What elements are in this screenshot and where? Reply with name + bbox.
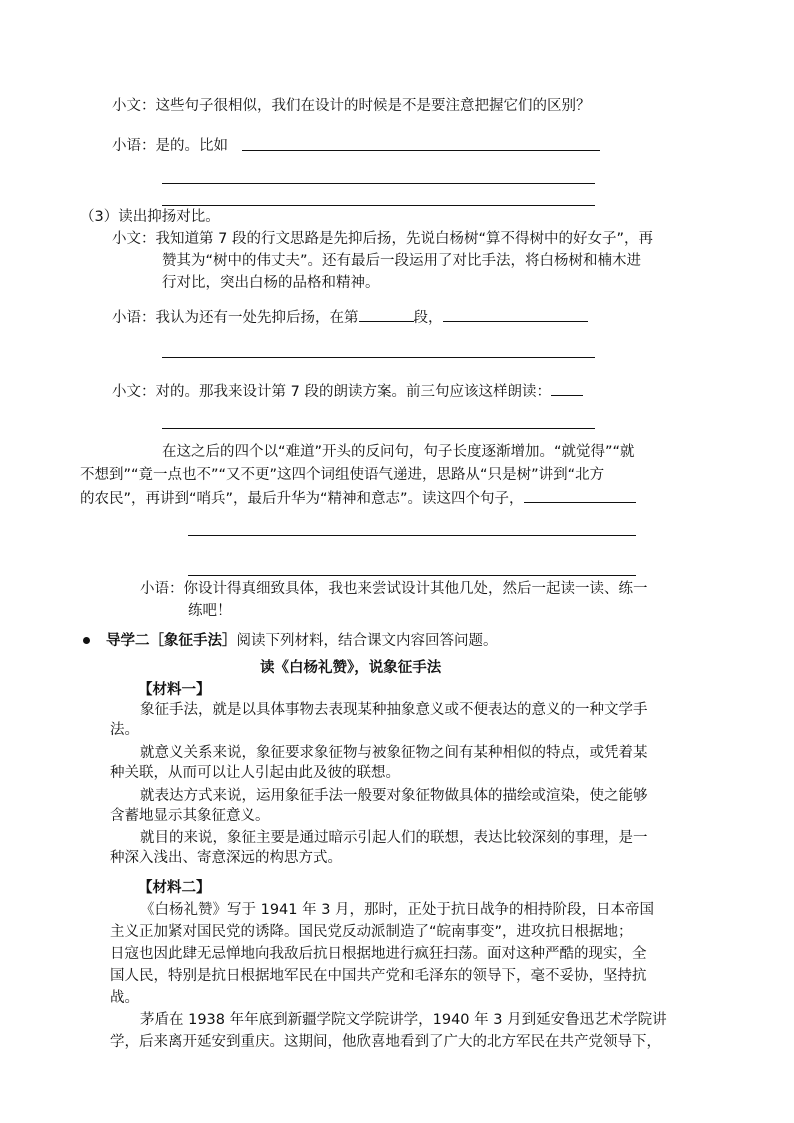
dialogue-wen-paragraph: 小文：我知道第 7 段的行文思路是先抑后扬，先说白杨树“算不得树中的好女子”，再 [112, 231, 653, 247]
dialogue-yu-closing: 练吧！ [188, 603, 232, 619]
material-1-text: 就表达方式来说，运用象征手法一般要对象征物做具体的描绘或渲染，使之能够 [140, 788, 648, 804]
material-1-text: 法。 [110, 722, 139, 738]
material-1-text: 象征手法，就是以具体事物去表现某种抽象意义或不便表达的意义的一种文学手 [140, 702, 648, 718]
answer-blank[interactable] [443, 307, 588, 322]
answer-blank-line[interactable] [188, 535, 636, 536]
wen-reading-text: 小文：对的。那我来设计第 7 段的朗读方案。前三句应该这样朗读： [112, 384, 551, 400]
material-1-text: 就意义关系来说，象征要求象征物与被象征物之间有某种相似的特点，或凭着某 [140, 745, 648, 761]
material-1-text: 种深入浅出、寄意深远的构思方式。 [110, 850, 342, 866]
answer-blank-line[interactable] [162, 205, 595, 206]
dialogue-yu-closing: 小语：你设计得真细致具体，我也来尝试设计其他几处，然后一起读一读、练一 [140, 581, 648, 597]
yu-paragraph-mid: 段， [413, 310, 443, 326]
material-1-text: 种关联，从而可以让人引起由此及彼的联想。 [110, 765, 400, 781]
answer-blank-line[interactable] [162, 357, 595, 358]
material-2-text: 学，后来离开延安到重庆。这期间，他欣喜地看到了广大的北方军民在共产党领导下， [110, 1034, 661, 1050]
answer-blank-line[interactable] [242, 150, 600, 151]
material-2-text: 《白杨礼赞》写于 1941 年 3 月，那时，正处于抗日战争的相持阶段，日本帝国 [140, 902, 655, 918]
body-paragraph: 在这之后的四个以“难道”开头的反问句，句子长度逐渐增加。“就觉得”“就 [162, 444, 635, 460]
para3-text: 的农民”，再讲到“哨兵”，最后升华为“精神和意志”。读这四个句子， [80, 491, 524, 507]
material-2-title: 【材料二】 [138, 880, 211, 896]
material-2-text: 战。 [110, 990, 139, 1006]
dialogue-yu-answer: 小语：是的。比如 [112, 138, 228, 154]
material-1-text: 就目的来说，象征主要是通过暗示引起人们的联想，表达比较深刻的事理，是一 [140, 830, 648, 846]
answer-blank-line[interactable] [162, 183, 595, 184]
material-2-text: 主义正加紧对国民党的诱降。国民党反动派制造了“皖南事变”，进攻抗日根据地； [110, 924, 633, 940]
material-2-text: 日寇也因此肆无忌惮地向我敌后抗日根据地进行疯狂扫荡。面对这种严酷的现实，全 [110, 946, 647, 962]
dialogue-wen-paragraph: 赞其为“树中的伟丈夫”。还有最后一段运用了对比手法，将白杨树和楠木进 [162, 253, 642, 269]
guide-2-heading [106, 631, 498, 651]
material-2-text: 国人民，特别是抗日根据地军民在中国共产党和毛泽东的领导下，毫不妥协，坚持抗 [110, 968, 647, 984]
answer-blank[interactable] [551, 381, 583, 396]
dialogue-yu-paragraph [112, 307, 588, 328]
guide-2-instruction: 阅读下列材料，结合课文内容回答问题。 [236, 633, 498, 649]
answer-blank[interactable] [524, 488, 636, 503]
dialogue-wen-question: 小文：这些句子很相似，我们在设计的时候是不是要注意把握它们的区别？ [112, 98, 591, 114]
answer-blank-line[interactable] [188, 575, 636, 576]
dialogue-wen-paragraph: 行对比，突出白杨的品格和精神。 [162, 275, 380, 291]
material-1-title: 【材料一】 [138, 682, 211, 698]
section-heading: 读《白杨礼赞》，说象征手法 [260, 660, 442, 676]
body-paragraph [80, 488, 636, 509]
guide-2-label: 导学二［象征手法］ [106, 633, 237, 649]
material-1-text: 含蓄地显示其象征意义。 [110, 808, 270, 824]
paragraph-number-blank[interactable] [359, 307, 414, 322]
material-2-text: 茅盾在 1938 年年底到新疆学院文学院讲学，1940 年 3 月到延安鲁迅艺术学院讲 [140, 1012, 667, 1028]
bullet-icon [83, 637, 90, 644]
answer-blank-line[interactable] [162, 428, 595, 429]
yu-paragraph-prefix: 小语：我认为还有一处先抑后扬，在第 [112, 310, 359, 326]
item-3-title: （3）读出抑扬对比。 [80, 209, 220, 225]
body-paragraph: 不想到”“竟一点也不”“又不更”这四个词组使语气递进，思路从“只是树”讲到“北方 [80, 467, 605, 483]
dialogue-wen-reading [112, 381, 583, 402]
